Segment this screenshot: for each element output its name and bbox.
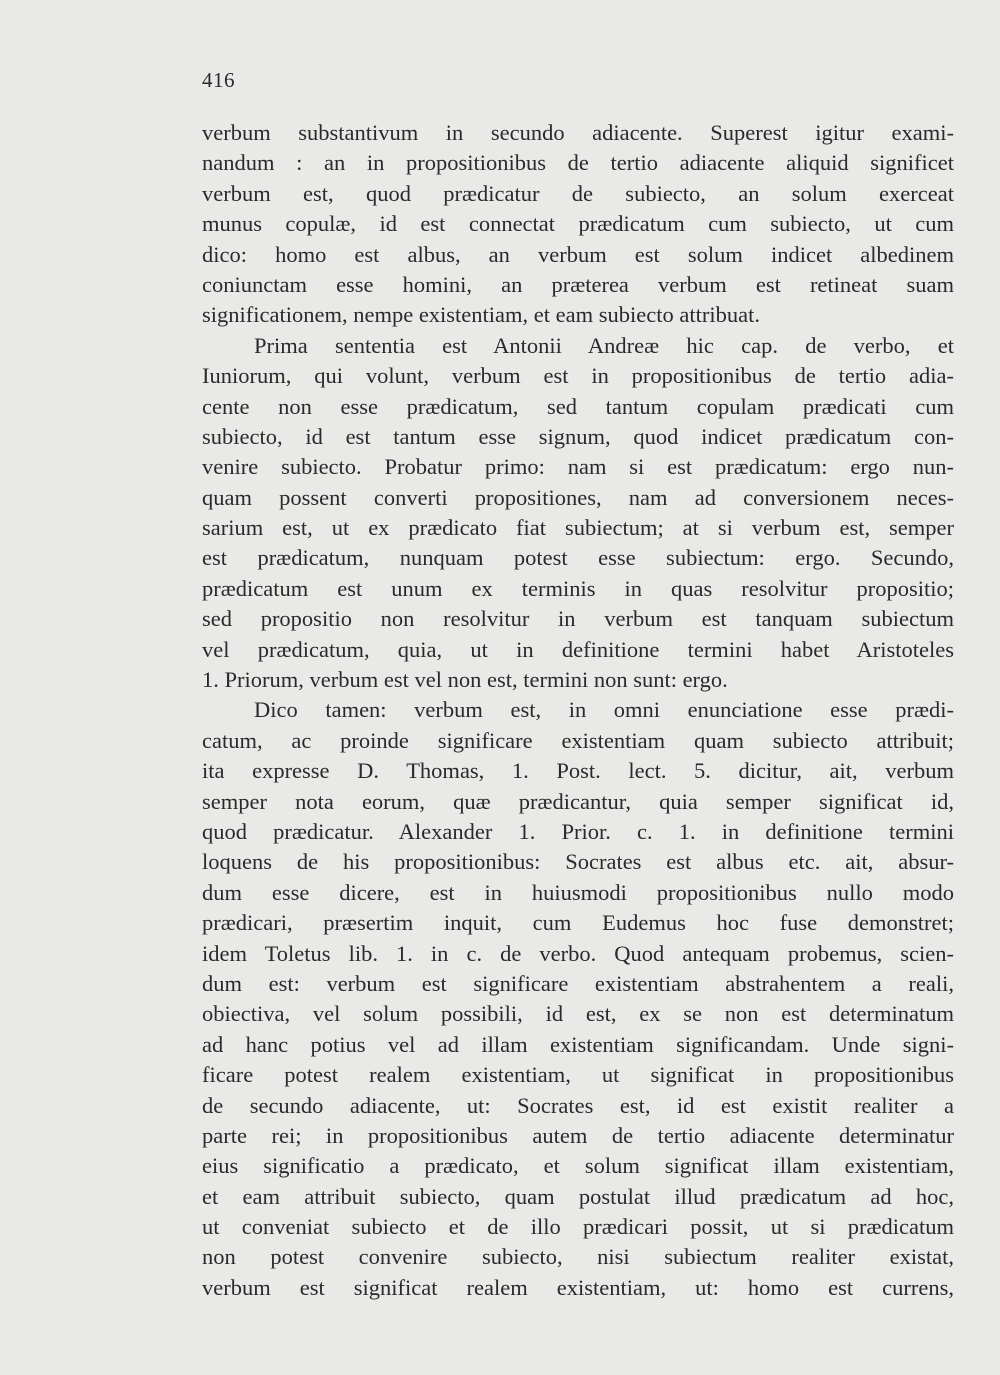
text-line: munus copulæ, id est connectat prædicatum cum subiecto, ut cum bbox=[202, 211, 954, 237]
text-line: parte rei; in propositionibus autem de tertio adiacente determinatur bbox=[202, 1122, 954, 1148]
text-line: subiecto, id est tantum esse signum, quod indicet prædicatum con- bbox=[202, 423, 954, 449]
text-line: dum esse dicere, est in huiusmodi propositionibus nullo modo bbox=[202, 879, 954, 905]
text-line: coniunctam esse homini, an præterea verbum est retineat suam bbox=[202, 271, 954, 297]
page-number: 416 bbox=[202, 68, 235, 92]
text-line: loquens de his propositionibus: Socrates est albus etc. ait, absur- bbox=[202, 849, 954, 875]
text-line: significationem, nempe existentiam, et eam subiecto attribuat. bbox=[202, 302, 760, 328]
text-line: quod prædicatur. Alexander 1. Prior. c. 1. in definitione termini bbox=[202, 818, 954, 844]
text-line: Prima sententia est Antonii Andreæ hic cap. de verbo, et bbox=[254, 332, 954, 358]
text-line: ficare potest realem existentiam, ut significat in propositionibus bbox=[202, 1062, 954, 1088]
text-line: Iuniorum, qui volunt, verbum est in propositionibus de tertio adia- bbox=[202, 363, 954, 389]
text-line: prædicari, præsertim inquit, cum Eudemus hoc fuse demonstret; bbox=[202, 910, 954, 936]
text-line: sarium est, ut ex prædicato fiat subiectum; at si verbum est, semper bbox=[202, 515, 954, 541]
text-line: ad hanc potius vel ad illam existentiam significandam. Unde signi- bbox=[202, 1031, 954, 1057]
text-line: obiectiva, vel solum possibili, id est, ex se non est determinatum bbox=[202, 1001, 954, 1027]
text-line: cente non esse prædicatum, sed tantum copulam prædicati cum bbox=[202, 393, 954, 419]
text-line: non potest convenire subiecto, nisi subiectum realiter existat, bbox=[202, 1244, 954, 1270]
text-line: et eam attribuit subiecto, quam postulat illud prædicatum ad hoc, bbox=[202, 1183, 954, 1209]
text-line: nandum : an in propositionibus de tertio adiacente aliquid significet bbox=[202, 150, 954, 176]
text-line: dum est: verbum est significare existentiam abstrahentem a reali, bbox=[202, 970, 954, 996]
text-line: prædicatum est unum ex terminis in quas resolvitur propositio; bbox=[202, 575, 954, 601]
text-line: vel prædicatum, quia, ut in definitione termini habet Aristoteles bbox=[202, 636, 954, 662]
text-line: eius significatio a prædicato, et solum significat illam existentiam, bbox=[202, 1153, 954, 1179]
text-line: sed propositio non resolvitur in verbum est tanquam subiectum bbox=[202, 606, 954, 632]
text-line: dico: homo est albus, an verbum est solum indicet albedinem bbox=[202, 241, 954, 267]
text-line: de secundo adiacente, ut: Socrates est, id est existit realiter a bbox=[202, 1092, 954, 1118]
text-line: 1. Priorum, verbum est vel non est, termini non sunt: ergo. bbox=[202, 667, 728, 693]
text-line: idem Toletus lib. 1. in c. de verbo. Quod antequam probemus, scien- bbox=[202, 940, 954, 966]
text-line: venire subiecto. Probatur primo: nam si est prædicatum: ergo nun- bbox=[202, 454, 954, 480]
text-line: verbum est significat realem existentiam, ut: homo est currens, bbox=[202, 1274, 954, 1300]
text-line: semper nota eorum, quæ prædicantur, quia semper significat id, bbox=[202, 788, 954, 814]
text-line: verbum substantivum in secundo adiacente. Superest igitur exami- bbox=[202, 120, 954, 145]
text-body bbox=[202, 118, 954, 1303]
text-line: Dico tamen: verbum est, in omni enunciatione esse prædi- bbox=[254, 697, 954, 723]
text-line: ut conveniat subiecto et de illo prædicari possit, ut si prædicatum bbox=[202, 1214, 954, 1240]
text-line: verbum est, quod prædicatur de subiecto, an solum exerceat bbox=[202, 180, 954, 206]
text-line: ita expresse D. Thomas, 1. Post. lect. 5. dicitur, ait, verbum bbox=[202, 758, 954, 784]
text-line: quam possent converti propositiones, nam ad conversionem neces- bbox=[202, 484, 954, 510]
text-line: catum, ac proinde significare existentiam quam subiecto attribuit; bbox=[202, 727, 954, 753]
text-line: est prædicatum, nunquam potest esse subiectum: ergo. Secundo, bbox=[202, 545, 954, 571]
